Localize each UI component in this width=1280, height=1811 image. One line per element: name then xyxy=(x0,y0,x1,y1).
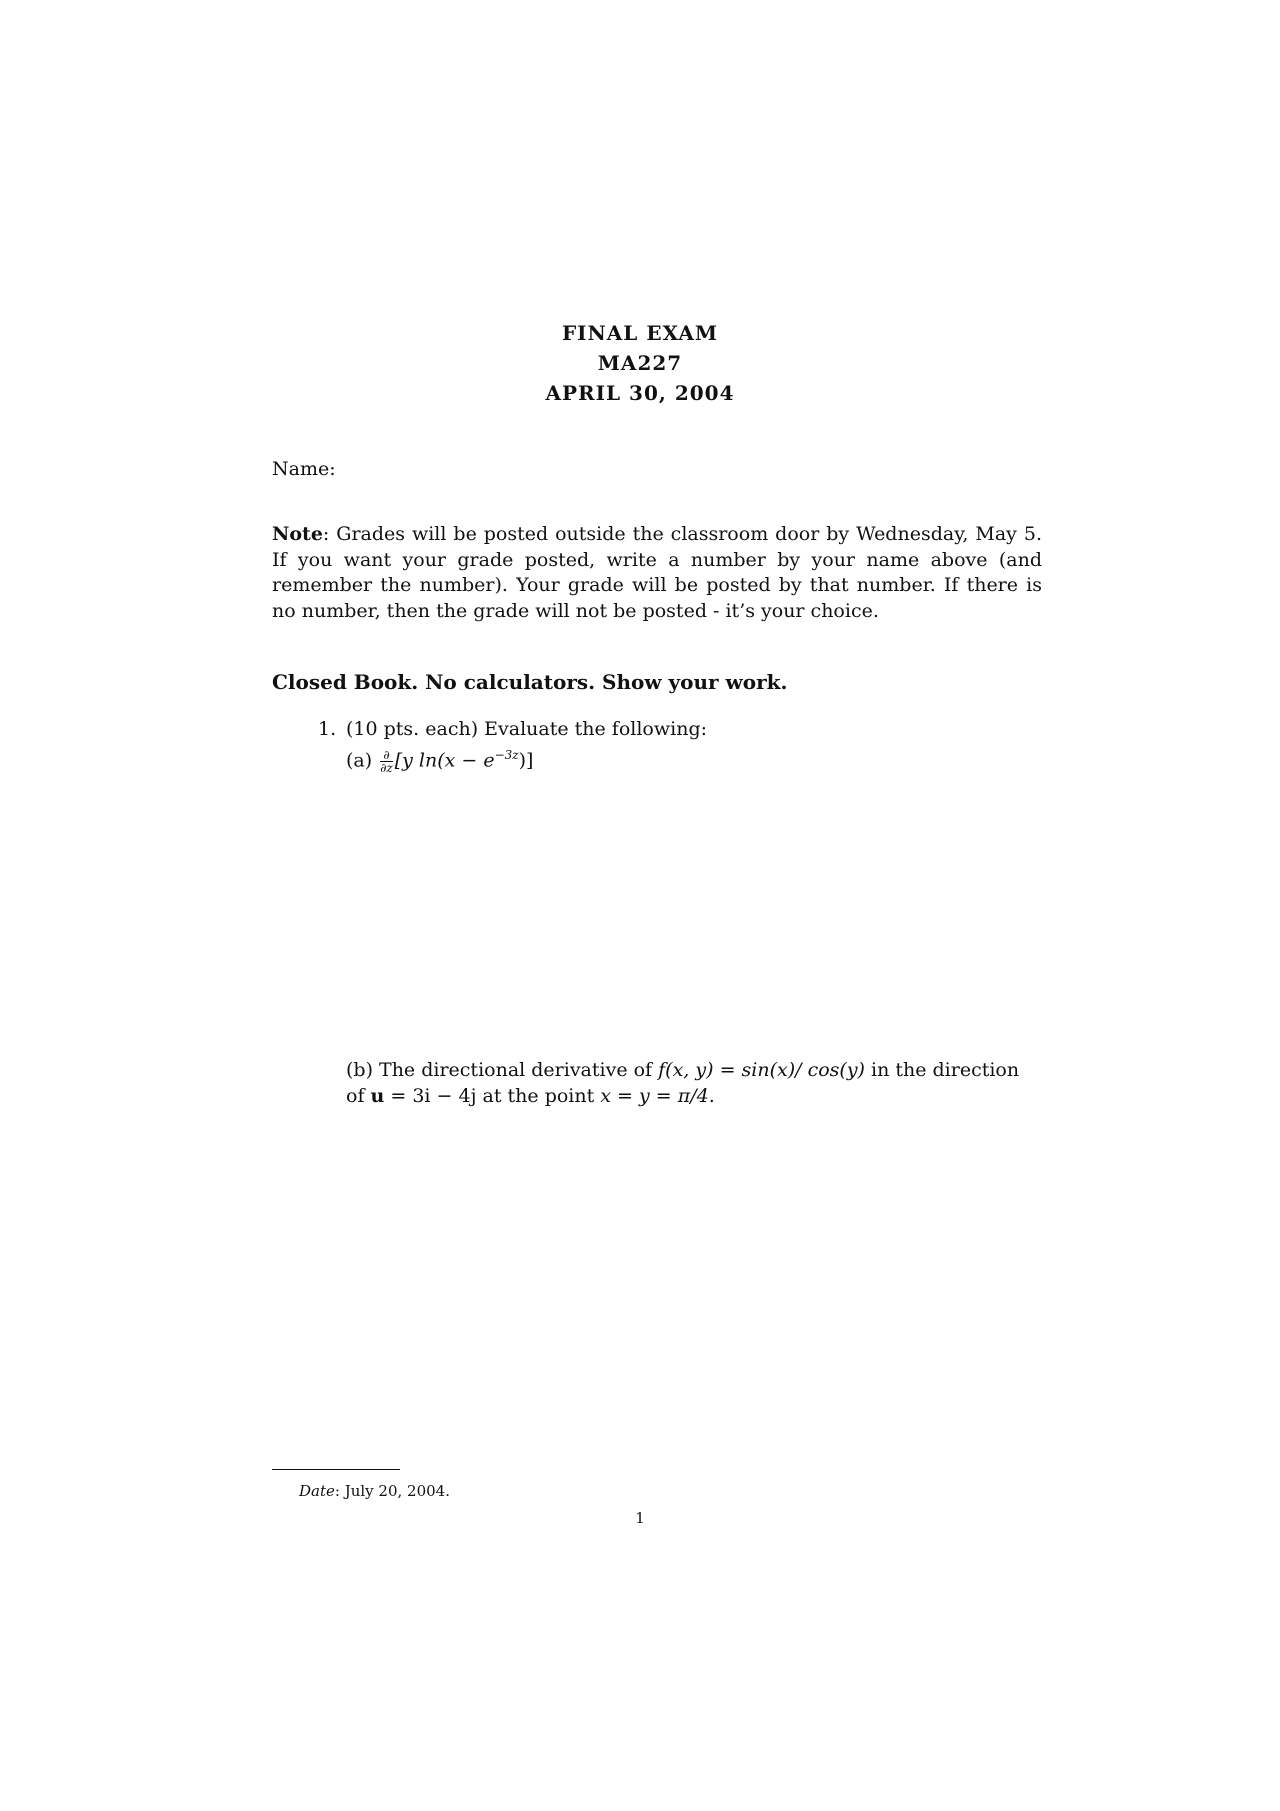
part-a-expression-close: )] xyxy=(518,749,534,772)
footnote-label: Date xyxy=(299,1482,335,1500)
fraction-numerator: ∂ xyxy=(380,749,393,762)
footnote-text: : July 20, 2004. xyxy=(334,1482,450,1500)
footnote-divider xyxy=(272,1469,400,1470)
problem-number: 1. xyxy=(318,718,337,740)
course-code: MA227 xyxy=(597,351,683,375)
part-b-point: x = y = π/4 xyxy=(600,1085,709,1107)
partial-derivative-fraction xyxy=(380,749,393,774)
grade-note xyxy=(272,522,1042,624)
footnote xyxy=(299,1482,450,1500)
part-a-exponent: −3z xyxy=(494,748,519,762)
fraction-denominator: ∂z xyxy=(380,760,393,775)
part-a-expression: [y ln(x − e xyxy=(394,749,495,772)
exam-instructions: Closed Book. No calculators. Show your work. xyxy=(272,670,788,694)
note-text: : Grades will be posted outside the classroom door by Wednesday, May 5. If you want your grade posted, write a number by your name above (and remember the number). Your grade will be posted by that number. If there is no number, then the grade will not be posted - it’s your choice. xyxy=(272,523,1042,622)
note-label: Note xyxy=(272,523,323,545)
part-b-function: f(x, y) = sin(x)/ cos(y) xyxy=(658,1059,865,1081)
problem-intro-text: (10 pts. each) Evaluate the following: xyxy=(346,718,708,740)
part-a-label: (a) xyxy=(346,749,373,772)
exam-date: APRIL 30, 2004 xyxy=(545,381,735,405)
problem-1-intro xyxy=(318,716,707,742)
exam-title: FINAL EXAM xyxy=(561,321,719,345)
problem-1-part-b xyxy=(346,1057,1042,1109)
part-b-vector: u xyxy=(370,1085,385,1107)
part-b-end: . xyxy=(708,1085,715,1107)
part-b-middle: in the direction of xyxy=(346,1059,1020,1107)
page-number: 1 xyxy=(635,1509,645,1527)
part-b-suffix: at the point xyxy=(476,1085,601,1107)
problem-1-part-a xyxy=(346,742,533,774)
name-label: Name: xyxy=(272,458,336,480)
part-b-vector-expr: = 3i − 4j xyxy=(384,1085,477,1107)
part-b-prefix: (b) The directional derivative of xyxy=(346,1059,659,1081)
exam-header xyxy=(0,318,1280,408)
